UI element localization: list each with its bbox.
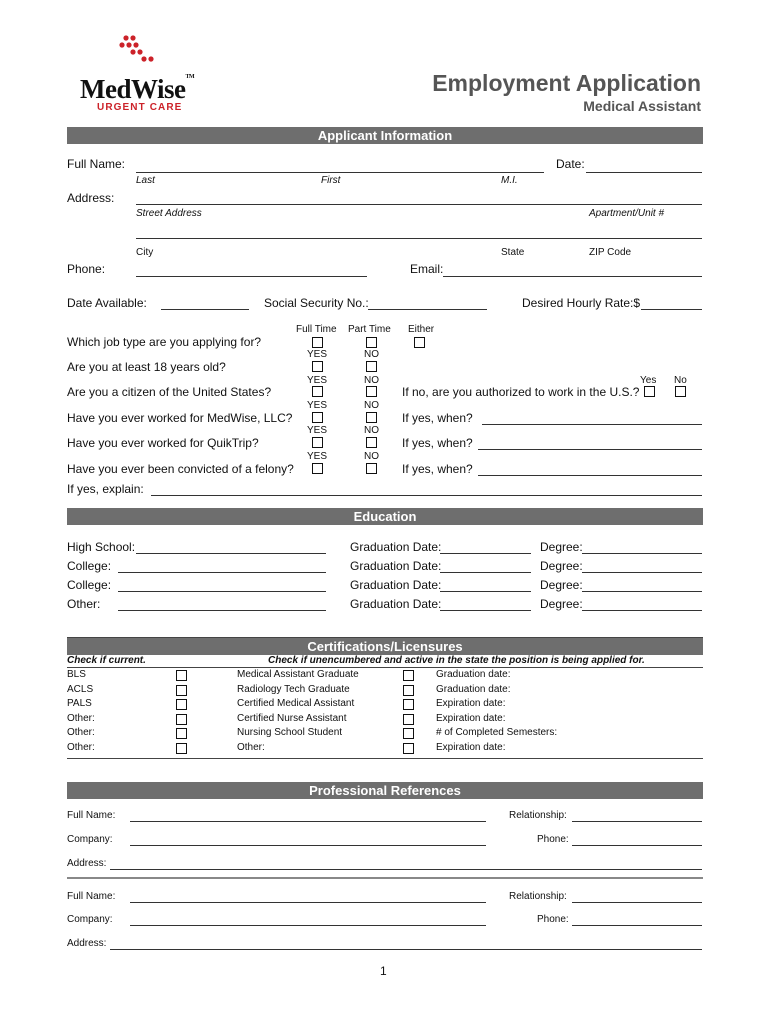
college2-grad-label: Graduation Date: — [350, 578, 442, 592]
full-time-label: Full Time — [296, 324, 337, 335]
either-checkbox[interactable] — [414, 337, 425, 348]
high-school-label: High School: — [67, 540, 136, 554]
cert-current-checkbox[interactable] — [176, 728, 187, 739]
cert-left-label: Other: — [67, 727, 95, 739]
ref2-relationship-input[interactable] — [572, 902, 702, 903]
divider — [67, 758, 703, 759]
ref1-phone-input[interactable] — [572, 845, 702, 846]
section-references: Professional References — [67, 782, 703, 799]
felony-no-checkbox[interactable] — [366, 463, 377, 474]
section-certifications: Certifications/Licensures — [67, 638, 703, 655]
part-time-checkbox[interactable] — [366, 337, 377, 348]
felony-when-label: If yes, when? — [402, 462, 473, 476]
ssn-input[interactable] — [368, 309, 487, 310]
yes-label: YES — [307, 425, 328, 436]
citizen-yes-checkbox[interactable] — [312, 386, 323, 397]
cert-right-label: Expiration date: — [436, 742, 506, 753]
other-grad-label: Graduation Date: — [350, 597, 442, 611]
first-hint: First — [321, 175, 341, 186]
quiktrip-when-label: If yes, when? — [402, 436, 473, 450]
logo-dots-icon — [118, 34, 158, 64]
cert-current-checkbox[interactable] — [176, 699, 187, 710]
phone-input[interactable] — [136, 276, 367, 277]
quiktrip-yes-checkbox[interactable] — [312, 437, 323, 448]
date-available-input[interactable] — [161, 309, 249, 310]
college2-grad-input[interactable] — [440, 591, 531, 592]
cert-left-label: PALS — [67, 698, 92, 710]
date-input[interactable] — [586, 172, 702, 173]
college-degree-label: Degree: — [540, 559, 583, 573]
hs-grad-label: Graduation Date: — [350, 540, 442, 554]
cert-current-checkbox[interactable] — [176, 670, 187, 681]
college-input[interactable] — [118, 572, 326, 573]
zip-hint: ZIP Code — [589, 247, 632, 258]
full-name-label: Full Name: — [67, 157, 126, 171]
page-title: Employment Application — [432, 70, 701, 96]
ssn-label: Social Security No.: — [264, 296, 369, 310]
apt-hint: Apartment/Unit # — [589, 208, 665, 219]
cert-left-label: BLS — [67, 669, 86, 680]
authorized-no-checkbox[interactable] — [675, 386, 686, 397]
authorized-yes-checkbox[interactable] — [644, 386, 655, 397]
check-unencumbered-label: Check if unencumbered and active in the state the position is being applied for. — [268, 655, 645, 666]
cert-middle-label: Radiology Tech Graduate — [237, 683, 350, 695]
yes-label: YES — [307, 400, 328, 411]
city-state-zip-input[interactable] — [136, 238, 702, 239]
college-grad-input[interactable] — [440, 572, 531, 573]
cert-right-label: Expiration date: — [436, 698, 506, 710]
q-quiktrip: Have you ever worked for QuikTrip? — [67, 436, 259, 450]
ref1-phone-label: Phone: — [537, 834, 569, 845]
hs-degree-label: Degree: — [540, 540, 583, 554]
cert-current-checkbox[interactable] — [176, 714, 187, 725]
either-label: Either — [408, 324, 435, 335]
check-current-label: Check if current. — [67, 655, 146, 666]
ref2-address-label: Address: — [67, 938, 107, 949]
part-time-label: Part Time — [348, 324, 391, 335]
cert-current-checkbox[interactable] — [176, 743, 187, 754]
q-citizen: Are you a citizen of the United States? — [67, 385, 272, 399]
mi-hint: M.I. — [501, 175, 518, 186]
ref1-company-input[interactable] — [130, 845, 486, 846]
rate-label: Desired Hourly Rate:$ — [522, 296, 641, 310]
age-yes-checkbox[interactable] — [312, 361, 323, 372]
cert-active-checkbox[interactable] — [403, 714, 414, 725]
ref1-relationship-label: Relationship: — [509, 810, 567, 821]
cert-middle-label: Nursing School Student — [237, 727, 343, 739]
last-hint: Last — [136, 175, 155, 186]
divider — [67, 667, 703, 668]
authorized-no-label: No — [674, 375, 687, 386]
college2-label: College: — [67, 578, 112, 592]
q-felony: Have you ever been convicted of a felony? — [67, 462, 294, 476]
college2-degree-label: Degree: — [540, 578, 583, 592]
rate-input[interactable] — [641, 309, 702, 310]
ref1-address-label: Address: — [67, 858, 107, 869]
other-grad-input[interactable] — [440, 610, 531, 611]
cert-middle-label: Medical Assistant Graduate — [237, 669, 359, 680]
felony-yes-checkbox[interactable] — [312, 463, 323, 474]
other-edu-label: Other: — [67, 597, 101, 611]
college-grad-label: Graduation Date: — [350, 559, 442, 573]
explain-label: If yes, explain: — [67, 482, 144, 496]
cert-active-checkbox[interactable] — [403, 743, 414, 754]
ref1-name-input[interactable] — [130, 821, 486, 822]
email-label: Email: — [410, 262, 444, 276]
full-name-input[interactable] — [136, 172, 544, 173]
q-job-type: Which job type are you applying for? — [67, 335, 262, 349]
q-medwise: Have you ever worked for MedWise, LLC? — [67, 411, 293, 425]
phone-label: Phone: — [67, 262, 106, 276]
ref2-relationship-label: Relationship: — [509, 891, 567, 902]
q-18: Are you at least 18 years old? — [67, 360, 226, 374]
ref2-address-input[interactable] — [110, 949, 702, 950]
divider — [67, 877, 703, 879]
other-degree-label: Degree: — [540, 597, 583, 611]
cert-right-label: Expiration date: — [436, 712, 506, 724]
city-hint: City — [136, 247, 154, 258]
ref1-name-label: Full Name: — [67, 810, 116, 821]
ref1-address-input[interactable] — [110, 869, 702, 870]
ref2-company-label: Company: — [67, 914, 113, 925]
address-label: Address: — [67, 191, 115, 205]
college2-input[interactable] — [118, 591, 326, 592]
hs-grad-input[interactable] — [440, 553, 531, 554]
cert-left-label: ACLS — [67, 683, 94, 695]
medwise-yes-checkbox[interactable] — [312, 412, 323, 423]
no-label: NO — [364, 400, 379, 411]
cert-middle-label: Certified Medical Assistant — [237, 698, 355, 710]
ref2-phone-input[interactable] — [572, 925, 702, 926]
no-label: NO — [364, 375, 379, 386]
age-no-checkbox[interactable] — [366, 361, 377, 372]
no-label: NO — [364, 451, 379, 462]
authorized-yes-label: Yes — [640, 375, 657, 386]
medwise-when-label: If yes, when? — [402, 411, 473, 425]
medwise-no-checkbox[interactable] — [366, 412, 377, 423]
cert-middle-label: Other: — [237, 742, 265, 753]
ref2-name-label: Full Name: — [67, 891, 116, 902]
street-hint: Street Address — [136, 208, 202, 219]
section-education: Education — [67, 508, 703, 525]
college-degree-input[interactable] — [582, 572, 702, 573]
email-input[interactable] — [443, 276, 702, 277]
other-degree-input[interactable] — [582, 610, 702, 611]
citizen-no-checkbox[interactable] — [366, 386, 377, 397]
no-label: NO — [364, 425, 379, 436]
explain-input[interactable] — [151, 495, 702, 496]
yes-label: YES — [307, 451, 328, 462]
cert-right-label: Graduation date: — [436, 669, 511, 680]
ref2-company-input[interactable] — [130, 925, 486, 926]
date-label: Date: — [556, 157, 585, 171]
hs-degree-input[interactable] — [582, 553, 702, 554]
ref2-phone-label: Phone: — [537, 914, 569, 925]
brand-subtitle: URGENT CARE — [97, 102, 183, 113]
full-time-checkbox[interactable] — [312, 337, 323, 348]
other-edu-input[interactable] — [118, 610, 326, 611]
cert-left-label: Other: — [67, 742, 95, 753]
ref1-relationship-input[interactable] — [572, 821, 702, 822]
high-school-input[interactable] — [136, 553, 326, 554]
cert-active-checkbox[interactable] — [403, 670, 414, 681]
medwise-when-input[interactable] — [482, 424, 702, 425]
cert-active-checkbox[interactable] — [403, 728, 414, 739]
quiktrip-when-input[interactable] — [478, 449, 702, 450]
brand-logo: MedWise™ — [80, 74, 195, 104]
cert-middle-label: Certified Nurse Assistant — [237, 712, 347, 724]
quiktrip-no-checkbox[interactable] — [366, 437, 377, 448]
ref2-name-input[interactable] — [130, 902, 486, 903]
yes-label: YES — [307, 375, 328, 386]
college-label: College: — [67, 559, 112, 573]
state-hint: State — [501, 247, 525, 258]
cert-left-label: Other: — [67, 712, 95, 724]
cert-current-checkbox[interactable] — [176, 685, 187, 696]
street-input[interactable] — [136, 204, 702, 205]
cert-active-checkbox[interactable] — [403, 685, 414, 696]
cert-active-checkbox[interactable] — [403, 699, 414, 710]
section-applicant-info: Applicant Information — [67, 127, 703, 144]
college2-degree-input[interactable] — [582, 591, 702, 592]
q-authorized: If no, are you authorized to work in the U.S.? — [402, 385, 640, 399]
no-label: NO — [364, 349, 379, 360]
page-subtitle: Medical Assistant — [583, 98, 701, 114]
ref1-company-label: Company: — [67, 834, 113, 845]
cert-right-label: Graduation date: — [436, 683, 511, 695]
felony-when-input[interactable] — [478, 475, 702, 476]
cert-right-label: # of Completed Semesters: — [436, 727, 558, 739]
date-available-label: Date Available: — [67, 296, 147, 310]
yes-label: YES — [307, 349, 328, 360]
page-number: 1 — [380, 964, 387, 978]
